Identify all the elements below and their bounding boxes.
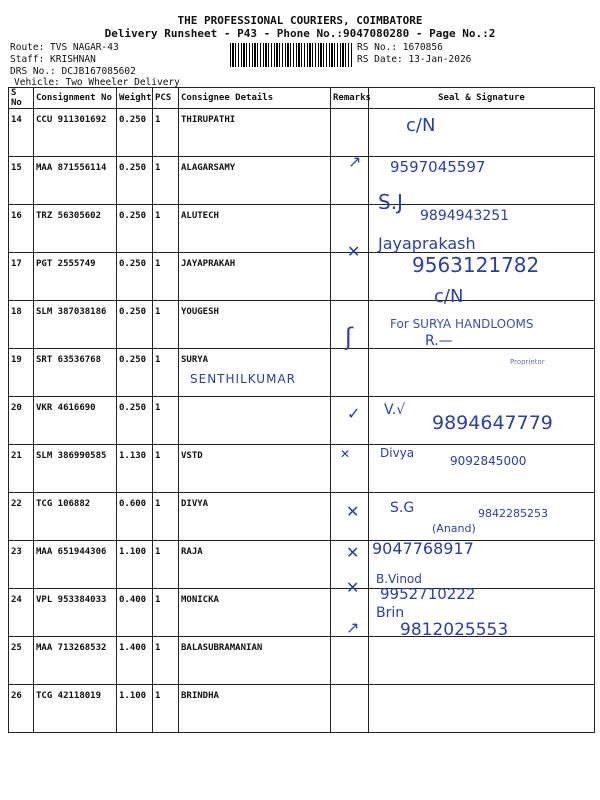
col-consignee: Consignee Details	[179, 88, 331, 109]
remark-tick-22: ✕	[340, 447, 351, 461]
row-sno: 20	[9, 397, 34, 445]
row-pcs: 1	[153, 493, 179, 541]
signature-r23: 9842285253	[478, 507, 548, 520]
row-consignee: RAJA	[179, 541, 331, 589]
row-remarks	[331, 109, 369, 157]
row-sno: 25	[9, 637, 34, 685]
signature-r14: c/N	[406, 115, 436, 136]
row-weight: 0.250	[117, 301, 153, 349]
row-remarks	[331, 685, 369, 733]
handwritten-name-r20: SENTHILKUMAR	[190, 372, 296, 386]
signature-r16: 9894943251	[420, 208, 510, 224]
row-consignee: ALUTECH	[179, 205, 331, 253]
row-remarks	[331, 637, 369, 685]
row-pcs: 1	[153, 109, 179, 157]
row-weight: 1.400	[117, 637, 153, 685]
rs-date: RS Date: 13-Jan-2026	[357, 54, 472, 65]
row-sno: 19	[9, 349, 34, 397]
signature-r15: 9597045597	[390, 158, 486, 176]
row-weight: 0.400	[117, 589, 153, 637]
stamp-r19: For SURYA HANDLOOMS	[390, 317, 534, 331]
table-header-row	[9, 88, 595, 109]
row-consignment: TRZ 56305602	[34, 205, 117, 253]
row-consignment: MAA 871556114	[34, 157, 117, 205]
row-pcs: 1	[153, 301, 179, 349]
row-weight: 1.130	[117, 445, 153, 493]
stamp-proprietor: Proprietor	[510, 358, 545, 366]
row-weight: 1.100	[117, 541, 153, 589]
row-pcs: 1	[153, 445, 179, 493]
row-sno: 14	[9, 109, 34, 157]
route-label: Route: TVS NAGAR-43	[10, 42, 119, 53]
row-consignee	[179, 397, 331, 445]
remark-tick-19: ʃ	[345, 323, 354, 351]
signature-r21-mark: V.√	[384, 402, 406, 418]
drs-label: DRS No.: DCJB167085602	[10, 66, 136, 77]
row-pcs: 1	[153, 589, 179, 637]
row-sno: 24	[9, 589, 34, 637]
table-row	[9, 637, 595, 685]
row-consignee: YOUGESH	[179, 301, 331, 349]
signature-r18: c/N	[434, 286, 464, 307]
row-consignee: DIVYA	[179, 493, 331, 541]
runsheet-subtitle: Delivery Runsheet - P43 - Phone No.:9047080280 - Page No.:2	[104, 27, 496, 40]
row-sno: 15	[9, 157, 34, 205]
vehicle-label: Vehicle: Two Wheeler Delivery	[14, 77, 180, 88]
col-sno: S No	[9, 88, 34, 109]
signature-r16-mark: S.J	[378, 190, 403, 214]
row-sno: 17	[9, 253, 34, 301]
row-consignment: TCG 42118019	[34, 685, 117, 733]
table-row	[9, 445, 595, 493]
row-consignee: MONICKA	[179, 589, 331, 637]
staff-label: Staff: KRISHNAN	[10, 54, 96, 65]
signature-r24-name: (Anand)	[432, 522, 476, 535]
row-consignment: VKR 4616690	[34, 397, 117, 445]
row-signature	[369, 637, 595, 685]
row-consignment: VPL 953384033	[34, 589, 117, 637]
row-consignment: PGT 2555749	[34, 253, 117, 301]
signature-r22-mark: Divya	[380, 446, 415, 460]
row-weight: 0.250	[117, 109, 153, 157]
row-signature	[369, 109, 595, 157]
row-consignee: VSTD	[179, 445, 331, 493]
remark-tick-17: ✕	[347, 242, 361, 261]
row-sno: 26	[9, 685, 34, 733]
col-pcs: PCS	[153, 88, 179, 109]
company-title: THE PROFESSIONAL COURIERS, COIMBATORE	[177, 14, 423, 27]
row-consignment: SLM 387038186	[34, 301, 117, 349]
row-signature	[369, 349, 595, 397]
col-remarks: Remarks	[331, 88, 369, 109]
row-pcs: 1	[153, 685, 179, 733]
remark-tick-15: ↗	[348, 152, 362, 171]
row-consignment: SRT 63536768	[34, 349, 117, 397]
table-row	[9, 109, 595, 157]
row-sno: 22	[9, 493, 34, 541]
row-consignment: CCU 911301692	[34, 109, 117, 157]
signature-r26: 9812025553	[400, 620, 509, 640]
col-weight: Weight	[117, 88, 153, 109]
row-weight: 0.600	[117, 493, 153, 541]
col-consignment: Consignment No	[34, 88, 117, 109]
row-weight: 0.250	[117, 157, 153, 205]
barcode	[230, 43, 352, 67]
row-consignee: THIRUPATHI	[179, 109, 331, 157]
row-pcs: 1	[153, 205, 179, 253]
remark-tick-23: ✕	[346, 502, 360, 521]
row-weight: 0.250	[117, 253, 153, 301]
remark-tick-25: ✕	[346, 578, 360, 597]
row-consignee: BRINDHA	[179, 685, 331, 733]
table-row	[9, 349, 595, 397]
row-weight: 1.100	[117, 685, 153, 733]
row-consignee: JAYAPRAKAH	[179, 253, 331, 301]
signature-r19: R.—	[425, 333, 453, 349]
table-row	[9, 685, 595, 733]
row-pcs: 1	[153, 637, 179, 685]
signature-r17-phone: 9563121782	[412, 253, 540, 277]
signature-r22: 9092845000	[450, 454, 527, 468]
row-sno: 18	[9, 301, 34, 349]
row-weight: 0.250	[117, 397, 153, 445]
row-sno: 16	[9, 205, 34, 253]
remark-tick-26: ↗	[346, 618, 360, 637]
row-sno: 23	[9, 541, 34, 589]
table-row	[9, 157, 595, 205]
row-pcs: 1	[153, 253, 179, 301]
rs-number: RS No.: 1670856	[357, 42, 443, 53]
col-signature: Seal & Signature	[369, 88, 595, 109]
signature-r23-mark: S.G	[390, 500, 415, 516]
signature-r21: 9894647779	[432, 412, 553, 434]
signature-r26-mark: Brin	[376, 605, 405, 621]
row-pcs: 1	[153, 541, 179, 589]
row-remarks	[331, 349, 369, 397]
row-consignment: TCG 106882	[34, 493, 117, 541]
row-pcs: 1	[153, 157, 179, 205]
row-consignment: MAA 713268532	[34, 637, 117, 685]
signature-r17-name: Jayaprakash	[378, 234, 476, 253]
row-consignment: MAA 651944306	[34, 541, 117, 589]
remark-tick-24: ✕	[346, 543, 360, 562]
signature-r25: 9952710222	[380, 585, 476, 603]
row-weight: 0.250	[117, 205, 153, 253]
row-consignee: ALAGARSAMY	[179, 157, 331, 205]
table-row	[9, 541, 595, 589]
row-signature	[369, 685, 595, 733]
signature-r24: 9047768917	[372, 539, 474, 558]
row-consignee: SURYA	[179, 349, 331, 397]
row-sno: 21	[9, 445, 34, 493]
row-pcs: 1	[153, 397, 179, 445]
remark-tick-21: ✓	[347, 404, 361, 423]
row-consignment: SLM 386990585	[34, 445, 117, 493]
row-pcs: 1	[153, 349, 179, 397]
row-consignee: BALASUBRAMANIAN	[179, 637, 331, 685]
signature-r25-mark: B.Vinod	[376, 572, 422, 586]
row-weight: 0.250	[117, 349, 153, 397]
